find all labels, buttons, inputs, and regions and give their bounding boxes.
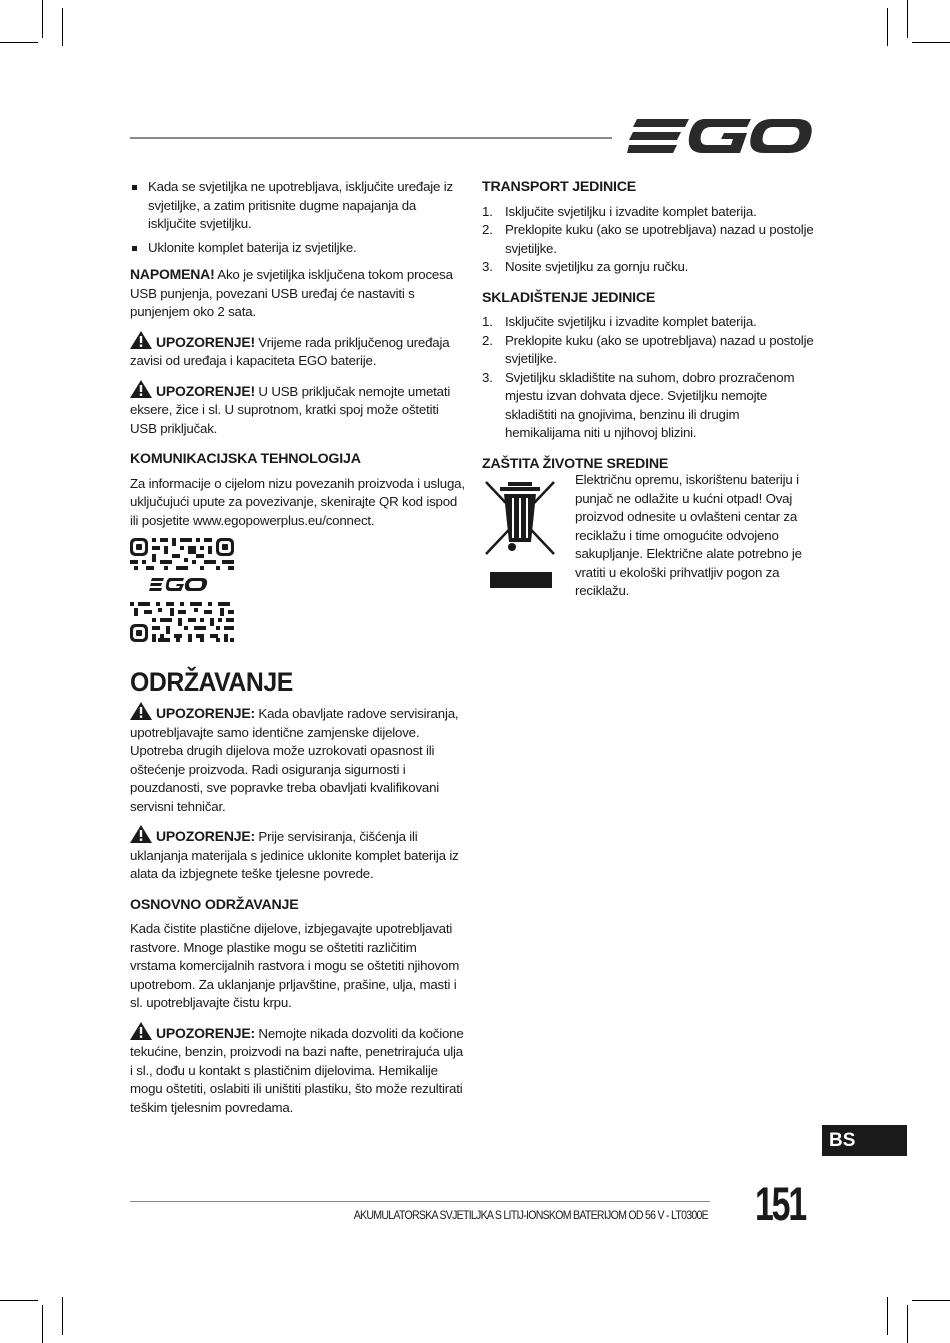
warning-text: Vrijeme rada priključenog uređaja zavisi od uređaja i kapaciteta EGO baterije. xyxy=(130,334,450,368)
note-text: Ako je svjetiljka isključena tokom procesa USB punjenja, povezani USB uređaj će nastaviti s punjenjem oko 2 sata. xyxy=(130,267,453,319)
warning-paragraph xyxy=(130,380,465,439)
crop-mark xyxy=(907,1305,908,1343)
warning-label: UPOZORENJE: xyxy=(156,705,255,721)
qr-code[interactable] xyxy=(130,538,240,648)
crop-mark xyxy=(42,1305,43,1343)
storage-steps xyxy=(482,313,818,443)
qr-code-graphic xyxy=(130,538,240,648)
warning-label: UPOZORENJE: xyxy=(156,828,255,844)
section-heading-environment: ZAŠTITA ŽIVOTNE SREDINE xyxy=(482,455,669,472)
section-heading-storage: SKLADIŠTENJE JEDINICE xyxy=(482,289,656,306)
header-rule xyxy=(130,137,612,139)
footer-rule xyxy=(130,1201,710,1202)
communication-text: Za informacije o cijelom nizu povezanih proizvoda i usluga, uključujući upute za povezivanje, skenirajte QR kod ispod ili posjetite www.egopowerplus.eu/connect. xyxy=(130,475,465,528)
step-text: Isključite svjetiljku i izvadite komplet baterija. xyxy=(505,314,757,329)
note-label: NAPOMENA! xyxy=(130,266,215,282)
step-number: 2. xyxy=(482,332,493,348)
warning-text: Kada obavljate radove servisiranja, upotrebljavajte samo identične zamjenske dijelove. Upotreba drugih dijelova može uzrokovati opasnost ili oštećenje proizvoda. Radi osiguranja sigurnosti i pouzdanosti, sve popravke treba obavljati kvalifikovani servisni tehničar. xyxy=(130,706,459,814)
crop-mark xyxy=(62,1297,63,1335)
list-item xyxy=(482,332,818,369)
warning-paragraph xyxy=(130,825,465,884)
warning-text: U USB priključak nemojte umetati eksere, žice i sl. U suprotnom, kratki spoj može oštetiti USB priključak. xyxy=(130,383,451,436)
step-text: Preklopite kuku (ako se upotrebljava) nazad u postolje svjetiljke. xyxy=(505,222,814,256)
warning-paragraph xyxy=(130,1022,465,1118)
step-number: 2. xyxy=(482,222,493,237)
warning-paragraph xyxy=(130,702,465,816)
environment-text: Električnu opremu, iskorištenu bateriju i punjač ne odlažite u kućni otpad! Ovaj proizvod odnesite u ovlašteni centar za reciklažu i time omogućite odvojeno sakupljanje. Električne alate potrebno je vratiti u ekološki prihvatljiv pogon za reciklažu. xyxy=(575,472,802,598)
step-text: Isključite svjetiljku i izvadite komplet baterija. xyxy=(505,203,757,219)
section-heading-communication: KOMUNIKACIJSKA TEHNOLOGIJA xyxy=(130,451,361,467)
left-column xyxy=(130,178,465,1126)
bullet-list xyxy=(130,178,465,257)
warning-icon xyxy=(130,702,152,720)
basic-maintenance-text: Kada čistite plastične dijelove, izbjegavajte upotrebljavati rastvore. Mnoge plastike mogu se oštetiti različitim vrstama komercijalnih rastvora i mogu se oštetiti njihovom upotrebom. Za uklanjanje prljavštine, prašine, ulja, masti i sl. upotrebljavajte čistu krpu. xyxy=(130,921,460,1010)
step-text: Preklopite kuku (ako se upotrebljava) nazad u postolje svjetiljke. xyxy=(505,332,814,366)
section-heading-transport: TRANSPORT JEDINICE xyxy=(482,179,637,195)
list-item xyxy=(482,221,818,258)
warning-icon xyxy=(130,331,152,349)
warning-label: UPOZORENJE: xyxy=(156,1024,255,1041)
page-number: 151 xyxy=(755,1177,805,1230)
step-number: 3. xyxy=(482,369,493,385)
note-paragraph xyxy=(130,265,465,322)
crossed-out-bin-icon xyxy=(482,476,564,590)
step-number: 3. xyxy=(482,259,493,274)
crop-mark xyxy=(887,1297,888,1335)
footer-title: AKUMULATORSKA SVJETILJKA S LITIJ-IONSKOM BATERIJOM OD 56 V - LT0300E xyxy=(353,1210,708,1222)
warning-text: Nemojte nikada dozvoliti da kočione tekućine, benzin, proizvodi na bazi nafte, penetrirajuća ulja i sl., dođu u kontakt s plastičnim dijelovima. Hemikalije mogu oštetiti, oslabiti ili uništiti plastiku, što može rezultirati teškim tjelesnim povredama. xyxy=(130,1025,464,1115)
section-title-maintenance: ODRŽAVANJE xyxy=(130,667,293,697)
warning-label: UPOZORENJE! xyxy=(156,333,255,350)
step-text: Nosite svjetiljku za gornju ručku. xyxy=(505,259,689,274)
list-item xyxy=(482,369,818,443)
step-text: Svjetiljku skladištite na suhom, dobro prozračenom mjestu izvan dohvata djece. Svjetiljku nemojte skladištiti na gnojivima, benzinu ili drugim hemikalijama niti u njihovoj blizini. xyxy=(505,369,795,440)
step-number: 1. xyxy=(482,314,493,329)
list-item xyxy=(482,203,818,222)
transport-steps xyxy=(482,203,818,277)
warning-paragraph xyxy=(130,331,465,371)
language-badge: BS xyxy=(822,1125,907,1156)
crop-mark xyxy=(0,1300,38,1301)
warning-icon xyxy=(130,380,152,398)
warning-text: Prije servisiranja, čišćenja ili uklanjanja materijala s jedinice uklonite komplet baterija iz alata da izbjegnete teške tjelesne povrede. xyxy=(130,829,459,881)
crop-mark xyxy=(912,1300,950,1301)
crop-mark xyxy=(62,8,63,46)
list-item xyxy=(482,313,818,332)
crop-mark xyxy=(887,8,888,46)
list-item: Uklonite komplet baterija iz svjetiljke. xyxy=(130,239,465,258)
step-number: 1. xyxy=(482,203,493,219)
crop-mark xyxy=(907,0,908,38)
crop-mark xyxy=(42,0,43,38)
section-heading-basic-maintenance: OSNOVNO ODRŽAVANJE xyxy=(130,896,299,913)
list-item xyxy=(482,258,818,277)
ego-logo xyxy=(627,113,813,159)
warning-label: UPOZORENJE! xyxy=(156,382,255,399)
list-item: Kada se svjetiljka ne upotrebljava, isključite uređaje iz svjetiljke, a zatim pritisnite dugme napajanja da isključite svjetiljku. xyxy=(130,178,465,234)
warning-icon xyxy=(130,825,152,843)
right-column xyxy=(482,178,818,479)
warning-icon xyxy=(130,1022,152,1040)
crop-mark xyxy=(912,42,950,43)
crop-mark xyxy=(0,42,38,43)
